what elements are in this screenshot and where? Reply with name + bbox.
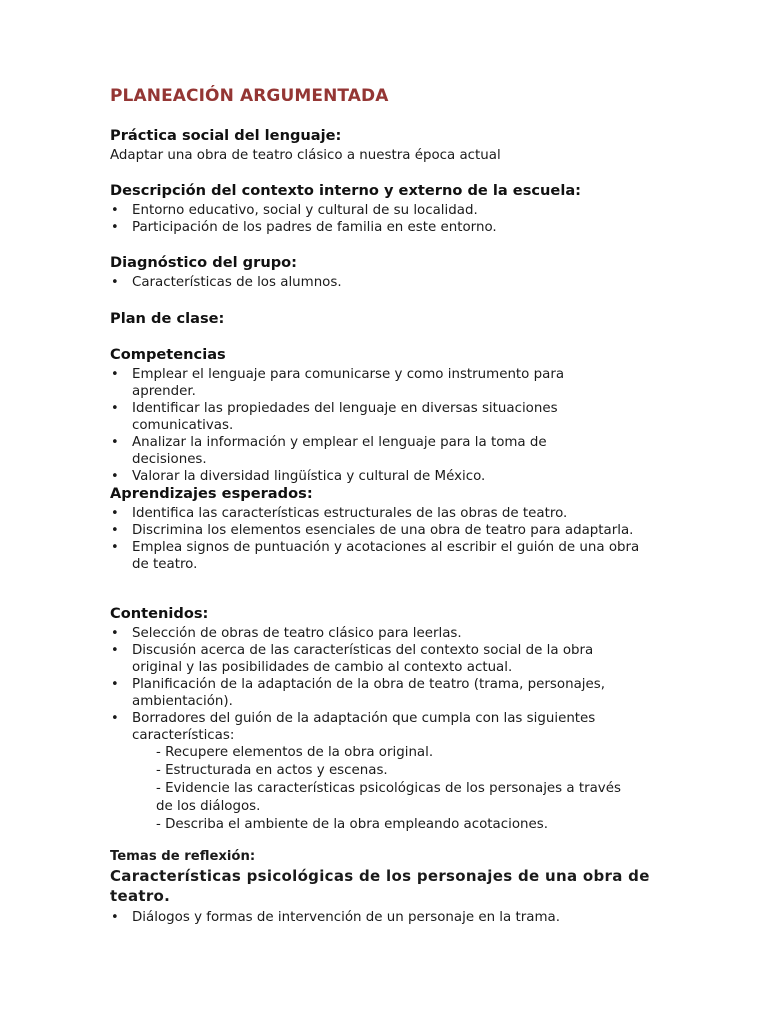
temas-list (110, 909, 670, 926)
list-item: • Discusión acerca de las características del contexto social de la obra original y las posibilidades de cambio al contexto actual. (110, 642, 630, 676)
contenidos-subitem: - Evidencie las características psicológicas de los personajes a través (156, 781, 621, 796)
list-item: • Analizar la información y emplear el lenguaje para la toma de decisiones. (110, 434, 590, 468)
list-item: • Discrimina los elementos esenciales de una obra de teatro para adaptarla. (110, 522, 640, 539)
temas-heading: Características psicológicas de los personajes de una obra de teatro. (110, 867, 650, 905)
list-item: • Entorno educativo, social y cultural de su localidad. (110, 202, 670, 219)
aprendizajes-heading: Aprendizajes esperados: (110, 485, 313, 502)
practica-heading: Práctica social del lenguaje: (110, 127, 342, 144)
section-plan (110, 309, 670, 330)
contenidos-subitem: - Recupere elementos de la obra original. (156, 745, 434, 760)
list-item: • Emplear el lenguaje para comunicarse y como instrumento para aprender. (110, 366, 590, 400)
list-item: • Selección de obras de teatro clásico para leerlas. (110, 625, 630, 642)
section-temas (110, 848, 670, 926)
list-item: • Participación de los padres de familia en este entorno. (110, 219, 670, 236)
contenidos-subitem: - Describa el ambiente de la obra empleando acotaciones. (156, 817, 548, 832)
list-item: • Diálogos y formas de intervención de un personaje en la trama. (110, 909, 670, 926)
aprendizajes-list (110, 505, 640, 573)
descripcion-list (110, 202, 670, 236)
competencias-heading: Competencias (110, 346, 226, 363)
section-aprendizajes (110, 484, 670, 573)
contenidos-subitem: de los diálogos. (156, 799, 261, 814)
plan-heading: Plan de clase: (110, 310, 225, 327)
practica-text: Adaptar una obra de teatro clásico a nuestra época actual (110, 148, 501, 163)
list-item: • Características de los alumnos. (110, 274, 670, 291)
section-competencias (110, 345, 670, 485)
temas-label: Temas de reflexión: (110, 849, 256, 864)
diagnostico-heading: Diagnóstico del grupo: (110, 254, 298, 271)
contenidos-heading: Contenidos: (110, 605, 209, 622)
diagnostico-list (110, 274, 670, 291)
list-item: • Planificación de la adaptación de la obra de teatro (trama, personajes, ambientación). (110, 676, 630, 710)
section-diagnostico (110, 253, 670, 291)
list-item: • Emplea signos de puntuación y acotaciones al escribir el guión de una obra de teatro. (110, 539, 640, 573)
section-descripcion (110, 181, 670, 236)
contenidos-list (110, 625, 630, 744)
contenidos-subitem: - Estructurada en actos y escenas. (156, 763, 388, 778)
list-item: • Borradores del guión de la adaptación que cumpla con las siguientes características: (110, 710, 630, 744)
list-item: • Identificar las propiedades del lenguaje en diversas situaciones comunicativas. (110, 400, 590, 434)
section-contenidos (110, 604, 670, 834)
competencias-list (110, 366, 590, 485)
document-title: PLANEACIÓN ARGUMENTADA (110, 86, 389, 106)
descripcion-heading: Descripción del contexto interno y externo de la escuela: (110, 182, 582, 199)
section-practica (110, 126, 670, 164)
list-item: • Valorar la diversidad lingüística y cultural de México. (110, 468, 590, 485)
list-item: • Identifica las características estructurales de las obras de teatro. (110, 505, 640, 522)
